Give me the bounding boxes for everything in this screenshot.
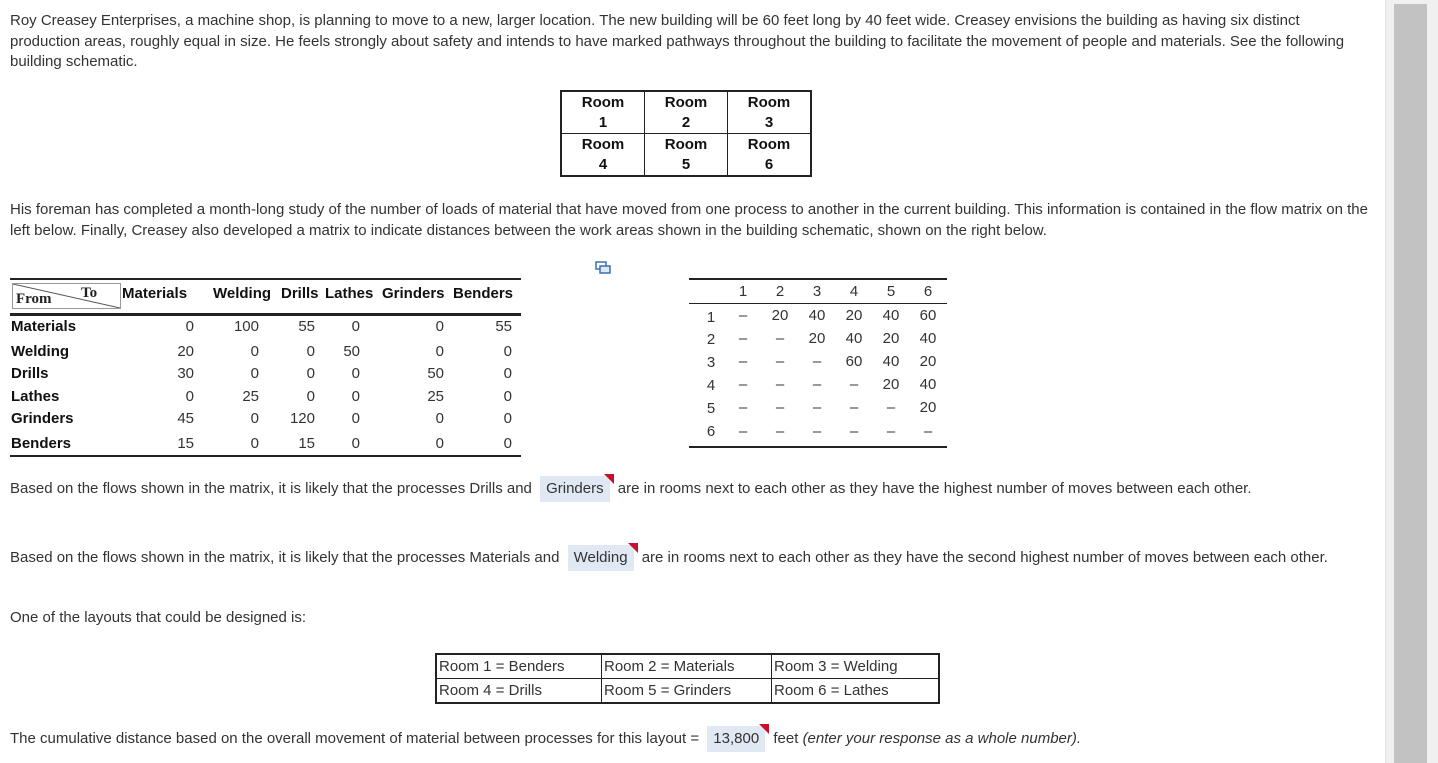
divider bbox=[10, 313, 521, 316]
distance-cell: – bbox=[738, 330, 748, 347]
flow-cell: 0 bbox=[351, 435, 360, 452]
intro-paragraph: Roy Creasey Enterprises, a machine shop, is planning to move to a new, larger location. The new building will be 60 feet long by 40 feet wide. Creasey envisions the building as having six distinct production areas, roughly equal in size. He feels strongly about safety and intends to have marked pathways throughout the building to facilitate the movement of people and materials. See the following building schematic. bbox=[10, 12, 1345, 70]
flow-row-header: Materials bbox=[11, 318, 77, 335]
flag-icon bbox=[628, 543, 638, 553]
distance-cell: – bbox=[849, 376, 859, 393]
flow-cell: 25 bbox=[242, 388, 259, 405]
flow-cell: 0 bbox=[435, 318, 444, 335]
distance-cell: – bbox=[886, 423, 896, 440]
distance-cell: 20 bbox=[882, 376, 900, 393]
distance-cell: 20 bbox=[919, 353, 937, 370]
study-paragraph: His foreman has completed a month-long study of the number of loads of material that have moved from one process to another in the current building. This information is contained in the flow matrix on the left below. Finally, Creasey also developed a matrix to indicate distances between the work areas shown in the building schematic, shown on the right below. bbox=[10, 201, 1368, 239]
from-label: From bbox=[16, 291, 52, 307]
divider bbox=[689, 278, 947, 280]
question-text: Based on the flows shown in the matrix, it is likely that the processes Drills and bbox=[10, 480, 532, 497]
room-cell: Room 3 bbox=[728, 91, 812, 134]
distance-cell: 20 bbox=[845, 307, 863, 324]
divider bbox=[689, 303, 947, 304]
flow-cell: 55 bbox=[298, 318, 315, 335]
flow-cell: 0 bbox=[435, 410, 444, 427]
flow-row-header: Benders bbox=[11, 435, 72, 452]
flag-icon bbox=[759, 724, 769, 734]
flow-column-header: Materials bbox=[122, 285, 188, 302]
divider bbox=[10, 278, 521, 280]
flow-cell: 120 bbox=[289, 410, 315, 427]
flow-cell: 0 bbox=[351, 318, 360, 335]
flow-cell: 0 bbox=[306, 388, 315, 405]
layout-cell: Room 1 = Benders bbox=[436, 654, 602, 679]
flow-cell: 0 bbox=[306, 343, 315, 360]
distance-column-header: 6 bbox=[923, 283, 933, 300]
distance-cell: 20 bbox=[919, 399, 937, 416]
note-text: (enter your response as a whole number). bbox=[802, 730, 1082, 747]
flow-cell: 15 bbox=[298, 435, 315, 452]
distance-column-header: 4 bbox=[849, 283, 859, 300]
flow-row-header: Lathes bbox=[11, 388, 60, 405]
distance-cell: – bbox=[812, 399, 822, 416]
flow-cell: 0 bbox=[185, 318, 194, 335]
distance-cell: – bbox=[738, 399, 748, 416]
distance-row-header: 6 bbox=[706, 423, 716, 440]
to-label: To bbox=[81, 285, 98, 301]
layout-intro: One of the layouts that could be designed is: bbox=[10, 609, 307, 626]
from-to-header bbox=[12, 283, 121, 309]
flow-cell: 15 bbox=[177, 435, 194, 452]
flow-cell: 0 bbox=[503, 435, 512, 452]
flow-cell: 0 bbox=[503, 343, 512, 360]
unit-text: feet bbox=[773, 730, 799, 747]
flow-cell: 50 bbox=[427, 365, 444, 382]
scrollbar-thumb[interactable] bbox=[1394, 4, 1427, 763]
distance-cell: – bbox=[775, 399, 785, 416]
distance-row-header: 2 bbox=[706, 331, 716, 348]
flow-cell: 25 bbox=[427, 388, 444, 405]
divider bbox=[10, 455, 521, 457]
distance-row-header: 3 bbox=[706, 354, 716, 371]
distance-cell: – bbox=[738, 353, 748, 370]
distance-cell: 40 bbox=[808, 307, 826, 324]
flow-column-header: Welding bbox=[213, 285, 272, 302]
distance-cell: 40 bbox=[882, 307, 900, 324]
room-cell: Room 6 bbox=[728, 134, 812, 177]
scrollbar[interactable] bbox=[1385, 0, 1438, 763]
distance-cell: – bbox=[738, 376, 748, 393]
flow-cell: 55 bbox=[495, 318, 512, 335]
flow-cell: 0 bbox=[250, 365, 259, 382]
layout-cell: Room 6 = Lathes bbox=[772, 679, 940, 704]
distance-cell: – bbox=[849, 399, 859, 416]
question-2 bbox=[10, 545, 1370, 571]
distance-row-header: 1 bbox=[706, 309, 716, 326]
flow-row-header: Grinders bbox=[11, 410, 74, 427]
distance-cell: 20 bbox=[882, 330, 900, 347]
flow-cell: 0 bbox=[351, 365, 360, 382]
flow-column-header: Benders bbox=[453, 285, 514, 302]
answer-input-3[interactable]: 13,800 bbox=[707, 726, 765, 752]
room-cell: Room 4 bbox=[561, 134, 645, 177]
room-cell: Room 5 bbox=[645, 134, 728, 177]
distance-cell: 40 bbox=[845, 330, 863, 347]
layout-cell: Room 4 = Drills bbox=[436, 679, 602, 704]
flow-cell: 0 bbox=[351, 388, 360, 405]
question-text: are in rooms next to each other as they have the second highest number of moves between each other. bbox=[641, 549, 1328, 566]
flow-row-header: Welding bbox=[11, 343, 70, 360]
room-cell: Room 1 bbox=[561, 91, 645, 134]
building-schematic bbox=[560, 90, 812, 177]
flow-cell: 0 bbox=[306, 365, 315, 382]
distance-column-header: 5 bbox=[886, 283, 896, 300]
layout-cell: Room 2 = Materials bbox=[602, 654, 772, 679]
distance-cell: – bbox=[738, 307, 748, 324]
flow-cell: 0 bbox=[250, 343, 259, 360]
layout-table bbox=[435, 653, 940, 704]
distance-cell: 60 bbox=[919, 307, 937, 324]
distance-cell: – bbox=[775, 376, 785, 393]
distance-cell: – bbox=[775, 353, 785, 370]
layout-cell: Room 5 = Grinders bbox=[602, 679, 772, 704]
distance-cell: 40 bbox=[919, 330, 937, 347]
flow-cell: 100 bbox=[233, 318, 259, 335]
question-text: are in rooms next to each other as they have the highest number of moves between each other. bbox=[617, 480, 1252, 497]
distance-cell: – bbox=[812, 353, 822, 370]
distance-cell: – bbox=[775, 423, 785, 440]
distance-cell: 40 bbox=[919, 376, 937, 393]
distance-cell: – bbox=[775, 330, 785, 347]
flow-cell: 20 bbox=[177, 343, 194, 360]
flow-cell: 0 bbox=[250, 410, 259, 427]
flow-column-header: Drills bbox=[281, 285, 319, 302]
distance-cell: – bbox=[849, 423, 859, 440]
flow-cell: 0 bbox=[351, 410, 360, 427]
copy-icon[interactable] bbox=[595, 261, 611, 275]
distance-cell: 20 bbox=[808, 330, 826, 347]
distance-cell: – bbox=[812, 376, 822, 393]
distance-cell: – bbox=[812, 423, 822, 440]
flow-cell: 0 bbox=[503, 365, 512, 382]
layout-cell: Room 3 = Welding bbox=[772, 654, 940, 679]
flow-cell: 0 bbox=[503, 388, 512, 405]
distance-cell: – bbox=[886, 399, 896, 416]
flow-cell: 0 bbox=[185, 388, 194, 405]
distance-column-header: 1 bbox=[738, 283, 748, 300]
question-3 bbox=[10, 726, 1081, 752]
distance-cell: 20 bbox=[771, 307, 789, 324]
distance-row-header: 5 bbox=[706, 400, 716, 417]
answer-dropdown-1[interactable]: Grinders bbox=[540, 476, 610, 502]
flow-cell: 0 bbox=[435, 343, 444, 360]
distance-cell: 40 bbox=[882, 353, 900, 370]
flow-cell: 45 bbox=[177, 410, 194, 427]
flow-row-header: Drills bbox=[11, 365, 49, 382]
divider bbox=[689, 446, 947, 448]
flow-cell: 0 bbox=[435, 435, 444, 452]
distance-column-header: 3 bbox=[812, 283, 822, 300]
distance-cell: – bbox=[923, 423, 933, 440]
question-text: Based on the flows shown in the matrix, it is likely that the processes Materials and bbox=[10, 549, 560, 566]
distance-cell: – bbox=[738, 423, 748, 440]
flow-cell: 30 bbox=[177, 365, 194, 382]
flow-column-header: Grinders bbox=[382, 285, 445, 302]
distance-row-header: 4 bbox=[706, 377, 716, 394]
distance-column-header: 2 bbox=[775, 283, 785, 300]
flow-cell: 50 bbox=[343, 343, 360, 360]
answer-dropdown-2[interactable]: Welding bbox=[568, 545, 634, 571]
flag-icon bbox=[604, 474, 614, 484]
flow-cell: 0 bbox=[503, 410, 512, 427]
flow-cell: 0 bbox=[250, 435, 259, 452]
room-cell: Room 2 bbox=[645, 91, 728, 134]
question-text: The cumulative distance based on the overall movement of material between processes for this layout = bbox=[10, 730, 700, 747]
question-1 bbox=[10, 476, 1370, 502]
flow-column-header: Lathes bbox=[325, 285, 374, 302]
distance-cell: 60 bbox=[845, 353, 863, 370]
